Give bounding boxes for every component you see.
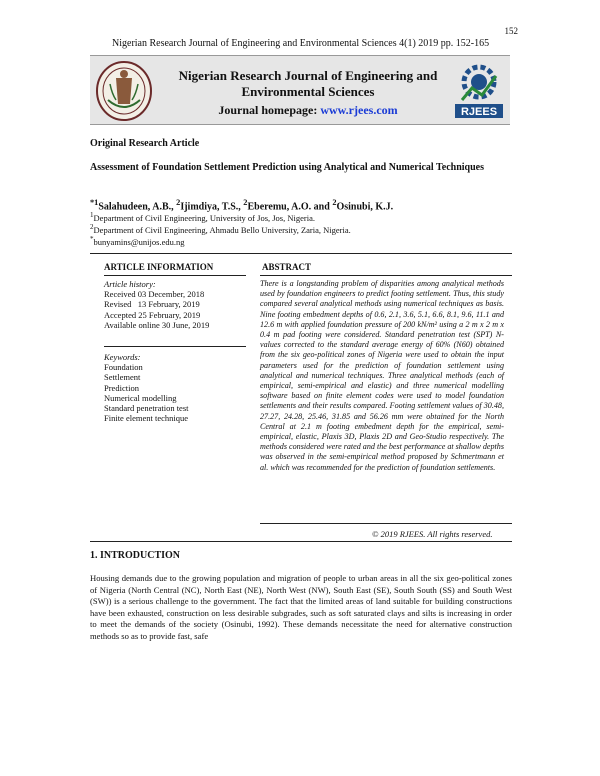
keyword: Settlement [104, 372, 141, 383]
article-title: Assessment of Foundation Settlement Prediction using Analytical and Numerical Techniques [90, 162, 485, 173]
history-item: Available online 30 June, 2019 [104, 319, 210, 330]
author-sup: 2 [243, 198, 248, 207]
introduction-text: Housing demands due to the growing population and migration of people to urban areas in all the six geo-political zones of Nigeria (North Central (NC), North East (NE), North West (NW), South East (SE), South South (SS) and South West (SW)) is a serious challenge to the government. The fact that the limited areas of land suitable for building constructions have been exhausted, construction on less desirable subgrades, such as soft saturated clays and silts is increasing in order to meet the demands of the society (Osinubi, 1992). These demands necessitate the need for alternative construction methods so as to provide fast, safe [90, 573, 512, 641]
corresponding-email [90, 235, 184, 247]
affiliation [90, 211, 315, 223]
affiliation-sup: 2 [90, 223, 94, 231]
keyword: Finite element technique [104, 413, 189, 424]
keyword: Prediction [104, 382, 139, 393]
divider [90, 541, 512, 542]
article-info-heading: ARTICLE INFORMATION [104, 262, 214, 272]
rjees-logo-text: RJEES [460, 106, 498, 118]
banner-title: Nigerian Research Journal of Engineering and Environmental Sciences [178, 68, 438, 99]
rjees-logo-icon [454, 62, 504, 120]
article-history [104, 279, 209, 330]
journal-banner [90, 55, 510, 125]
author-name: Salahudeen, A.B., [98, 201, 177, 213]
author-sup: 2 [332, 198, 337, 207]
author-name: Osinubi, K.J. [336, 201, 394, 213]
copyright: © 2019 RJEES. All rights reserved. [372, 529, 493, 539]
keyword: Standard penetration test [104, 403, 189, 414]
divider [260, 523, 512, 524]
affiliation [90, 223, 351, 235]
affiliation-text: Department of Civil Engineering, Ahmadu Bello University, Zaria, Nigeria. [93, 224, 351, 235]
author-sup: 2 [176, 198, 181, 207]
history-item: Revised 13 February, 2019 [104, 299, 200, 310]
abstract-text: There is a longstanding problem of disparities among analytical methods used by foundation engineers to predict footing settlement. Thus, this study compared several analytical methods using numerical techniques as basis. Nine footing embedment depths of 0.6, 2.1, 3.6, 5.1, 6.6, 8.1, 9.6, 11.1 and 12.6 m with applied foundation pressure of 200 kN/m² using a 2 m x 2 m x 0.4 m pad footing were considered. Standard penetration test (SPT) N-values corrected to the standard average energy of 60% (N60) obtained from the six geo-political zones of Nigeria were used to obtain the input parameters used for the prediction of foundation settlement using analytical and numerical techniques. Three analytical methods (each of empirical, semi-empirical and elastic) and three numerical modelling software based on finite element codes were used to model foundation settlements and their results compared. Footing settlement values of 30.48, 27.27, 24.28, 25.46, 31.85 and 56.26 mm were obtained for the North Central at 2.1 m footing embedment depth for the empirical, semi-empirical, elastic, Plaxis 3D, Plaxis 2D and Geo-Studio respectively. The methods considered were rated and the best performance at shallow depths was observed in the semi-empirical method proposed by Schmertmann et al. which was recommended for the prediction of foundation settlements. [260, 279, 504, 472]
divider [260, 275, 512, 276]
divider [104, 275, 246, 276]
author-name: Eberemu, A.O. and [247, 201, 333, 213]
abstract-heading: ABSTRACT [262, 262, 312, 272]
affiliation-sup: * [90, 235, 94, 243]
introduction-heading: 1. INTRODUCTION [90, 550, 181, 561]
journal-crest-icon [94, 60, 154, 122]
affiliation-text: Department of Civil Engineering, University of Jos, Jos, Nigeria. [93, 212, 315, 223]
author-name: Ijimdiya, T.S., [180, 201, 244, 213]
history-label: Article history: [104, 279, 156, 289]
keywords [104, 352, 189, 423]
keyword: Foundation [104, 362, 143, 373]
history-item: Received 03 December, 2018 [104, 289, 205, 300]
article-type: Original Research Article [90, 138, 200, 149]
history-item: Accepted 25 February, 2019 [104, 309, 201, 320]
journal-homepage [168, 103, 448, 118]
author-sup: *1 [90, 198, 99, 207]
divider [104, 346, 246, 347]
divider [90, 253, 512, 254]
homepage-label: Journal homepage: [218, 103, 321, 117]
homepage-link[interactable]: www.rjees.com [320, 103, 398, 117]
page-number: 152 [504, 26, 518, 36]
running-header: Nigerian Research Journal of Engineering and Environmental Sciences 4(1) 2019 pp. 152-165 [112, 38, 490, 49]
keywords-label: Keywords: [104, 352, 141, 362]
email-text[interactable]: bunyamins@unijos.edu.ng [93, 236, 185, 247]
keyword: Numerical modelling [104, 392, 177, 403]
affiliation-sup: 1 [90, 211, 94, 219]
